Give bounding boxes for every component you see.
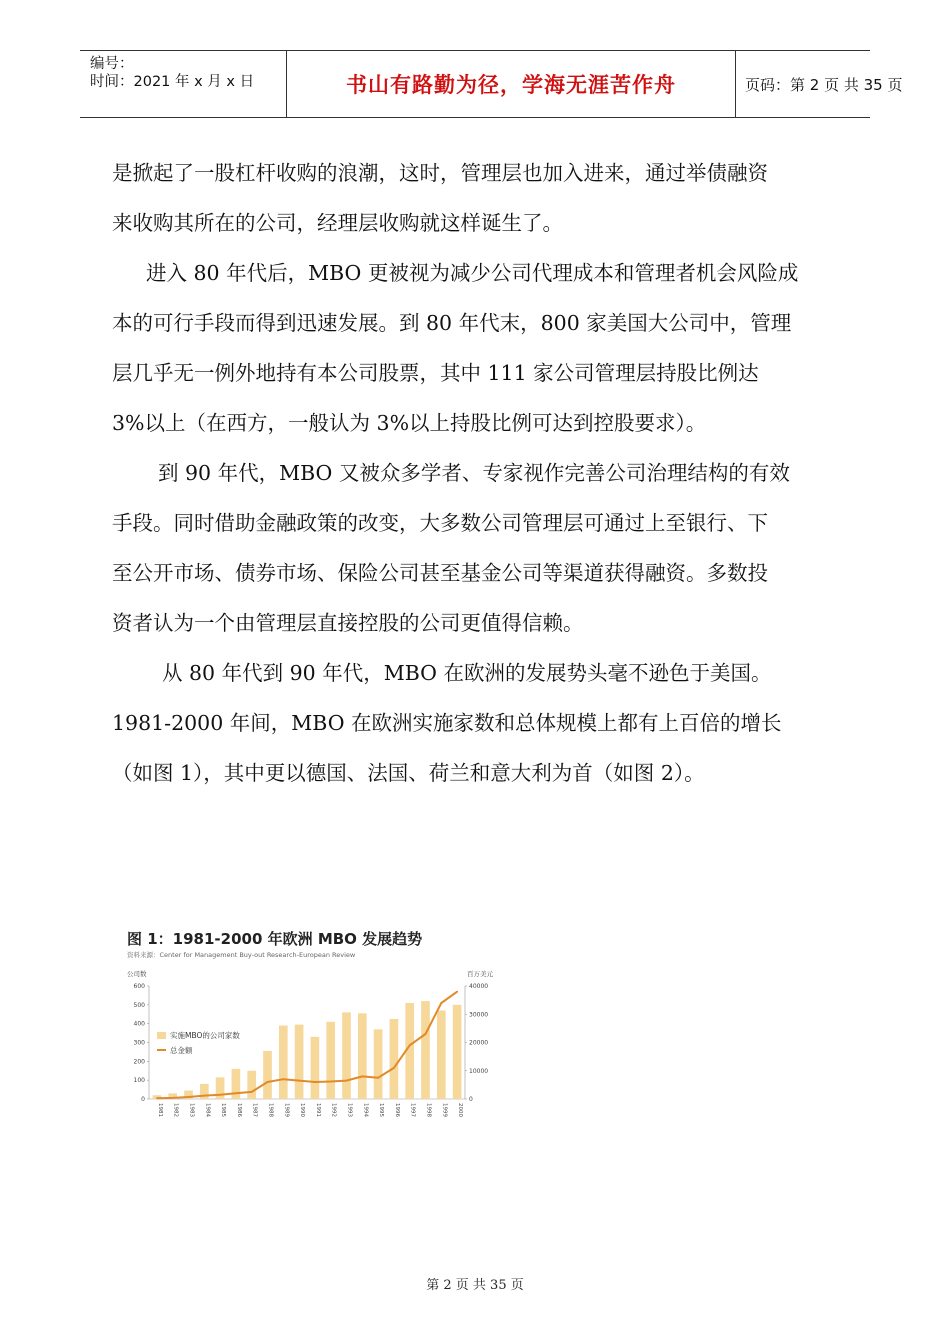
- x-tick-label-1992: 1992: [330, 1103, 337, 1117]
- line-point-2000: [456, 991, 458, 993]
- line-point-1983: [188, 1096, 190, 1098]
- paragraph: [112, 648, 850, 798]
- text-line: 是掀起了一股杠杆收购的浪潮，这时，管理层也加入进来，通过举债融资: [112, 161, 768, 185]
- x-tick-label-1998: 1998: [425, 1103, 432, 1117]
- text-line: （如图 1），其中更以德国、法国、荷兰和意大利为首（如图 2）。: [112, 761, 705, 785]
- x-tick-label-1982: 1982: [172, 1103, 179, 1117]
- bar-1991: [311, 1037, 320, 1099]
- y-tick-label-left: 100: [133, 1077, 145, 1085]
- bar-1987: [247, 1071, 256, 1099]
- line-point-1988: [267, 1081, 269, 1083]
- bar-1988: [263, 1051, 272, 1099]
- figure-1: [127, 928, 493, 1128]
- x-tick-label-1983: 1983: [188, 1103, 195, 1117]
- bar-1994: [358, 1013, 367, 1099]
- text-line: 1981-2000 年间，MBO 在欧洲实施家数和总体规模上都有上百倍的增长: [112, 711, 782, 735]
- text-line: 到 90 年代，MBO 又被众多学者、专家视作完善公司治理结构的有效: [158, 461, 790, 485]
- x-tick-label-1988: 1988: [267, 1103, 274, 1117]
- text-line: 进入 80 年代后，MBO 更被视为减少公司代理成本和管理者机会风险成: [146, 261, 799, 285]
- line-point-1987: [251, 1091, 253, 1093]
- line-point-1981: [156, 1097, 158, 1099]
- y-tick-label-right: 30000: [469, 1011, 489, 1019]
- x-tick-label-1984: 1984: [204, 1103, 211, 1117]
- line-point-1984: [203, 1095, 205, 1097]
- x-tick-label-1993: 1993: [346, 1103, 353, 1117]
- text-line: 资者认为一个由管理层直接控股的公司更值得信赖。: [112, 611, 584, 635]
- x-tick-label-1991: 1991: [314, 1103, 321, 1117]
- y-tick-label-right: 10000: [469, 1067, 489, 1075]
- line-point-1998: [425, 1033, 427, 1035]
- y-tick-label-right: 0: [469, 1096, 473, 1103]
- line-point-1985: [219, 1094, 221, 1096]
- x-tick-label-1989: 1989: [283, 1103, 290, 1117]
- header-page-number: 页码：第 2 页 共 35 页: [745, 75, 903, 94]
- y-tick-label-left: 300: [133, 1039, 145, 1047]
- y-tick-label-left: 600: [133, 983, 145, 990]
- bar-2000: [453, 1005, 462, 1099]
- y-tick-label-left: 200: [133, 1058, 145, 1066]
- text-line: 手段。同时借助金融政策的改变，大多数公司管理层可通过上至银行、下: [112, 511, 768, 535]
- line-point-1997: [409, 1044, 411, 1046]
- bar-1999: [437, 1010, 446, 1099]
- header-motto: 书山有路勤为径，学海无涯苦作舟: [287, 51, 736, 117]
- y-tick-label-right: 20000: [469, 1039, 489, 1047]
- mbo-trend-chart: [127, 966, 493, 1126]
- text-line: 来收购其所在的公司，经理层收购就这样诞生了。: [112, 211, 563, 235]
- line-point-1992: [330, 1081, 332, 1083]
- line-point-1989: [282, 1078, 284, 1080]
- text-line: 3%以上（在西方，一般认为 3%以上持股比例可达到控股要求）。: [112, 411, 707, 435]
- line-point-1982: [172, 1097, 174, 1099]
- x-tick-label-1996: 1996: [393, 1103, 400, 1117]
- text-line: 本的可行手段而得到迅速发展。到 80 年代末，800 家美国大公司中，管理: [112, 311, 792, 335]
- legend-label-line: 总金额: [170, 1046, 193, 1055]
- bar-1993: [342, 1012, 351, 1099]
- bar-1992: [326, 1022, 335, 1099]
- y-tick-label-left: 400: [133, 1020, 145, 1028]
- x-tick-label-1999: 1999: [441, 1103, 448, 1117]
- y-tick-label-right: 40000: [469, 983, 489, 990]
- page-header: [80, 50, 903, 118]
- text-line: 从 80 年代到 90 年代，MBO 在欧洲的发展势头毫不逊色于美国。: [162, 661, 772, 685]
- x-tick-label-1985: 1985: [220, 1103, 227, 1117]
- text-line: 层几乎无一例外地持有本公司股票，其中 111 家公司管理层持股比例达: [112, 361, 759, 385]
- legend-swatch-bars: [157, 1032, 166, 1039]
- x-tick-label-1986: 1986: [235, 1103, 242, 1117]
- figure-title: 图 1：1981-2000 年欧洲 MBO 发展趋势: [127, 930, 423, 948]
- header-info-cell: [80, 51, 287, 117]
- y-tick-label-left: 500: [133, 1001, 145, 1009]
- line-point-1996: [393, 1067, 395, 1069]
- x-tick-label-1995: 1995: [378, 1103, 385, 1117]
- x-tick-label-1981: 1981: [156, 1103, 163, 1117]
- document-date-label: 时间：2021 年 x 月 x 日: [90, 74, 255, 90]
- x-tick-label-1997: 1997: [409, 1103, 416, 1117]
- x-tick-label-1990: 1990: [299, 1103, 306, 1117]
- document-number-label: 编号：: [90, 56, 134, 72]
- x-tick-label-1987: 1987: [251, 1103, 258, 1117]
- bar-1990: [295, 1025, 304, 1099]
- bar-1989: [279, 1026, 288, 1099]
- paragraph: [112, 448, 850, 648]
- line-point-1995: [377, 1077, 379, 1079]
- figure-source: 资料来源：Center for Management Buy-out Research-European Review: [127, 951, 356, 959]
- line-point-1994: [361, 1076, 363, 1078]
- bar-1995: [374, 1029, 383, 1099]
- paragraph: [112, 148, 850, 248]
- bar-1998: [421, 1001, 430, 1099]
- text-line: 至公开市场、债券市场、保险公司甚至基金公司等渠道获得融资。多数投: [112, 561, 768, 585]
- x-tick-label-1994: 1994: [362, 1103, 369, 1117]
- y-axis-left-label: 公司数: [127, 970, 147, 978]
- y-axis-right-label: 百万美元: [467, 970, 493, 978]
- paragraph: [112, 248, 850, 448]
- x-tick-label-2000: 2000: [457, 1103, 464, 1117]
- line-point-1986: [235, 1092, 237, 1094]
- line-point-1991: [314, 1081, 316, 1083]
- y-tick-label-left: 0: [141, 1096, 145, 1103]
- line-point-1999: [440, 1002, 442, 1004]
- legend-label-bars: 实施MBO的公司家数: [170, 1031, 240, 1040]
- document-body: [112, 148, 850, 798]
- bar-1996: [390, 1019, 399, 1099]
- page-footer: 第 2 页 共 35 页: [426, 1278, 524, 1293]
- line-point-1993: [346, 1080, 348, 1082]
- line-point-1990: [298, 1080, 300, 1082]
